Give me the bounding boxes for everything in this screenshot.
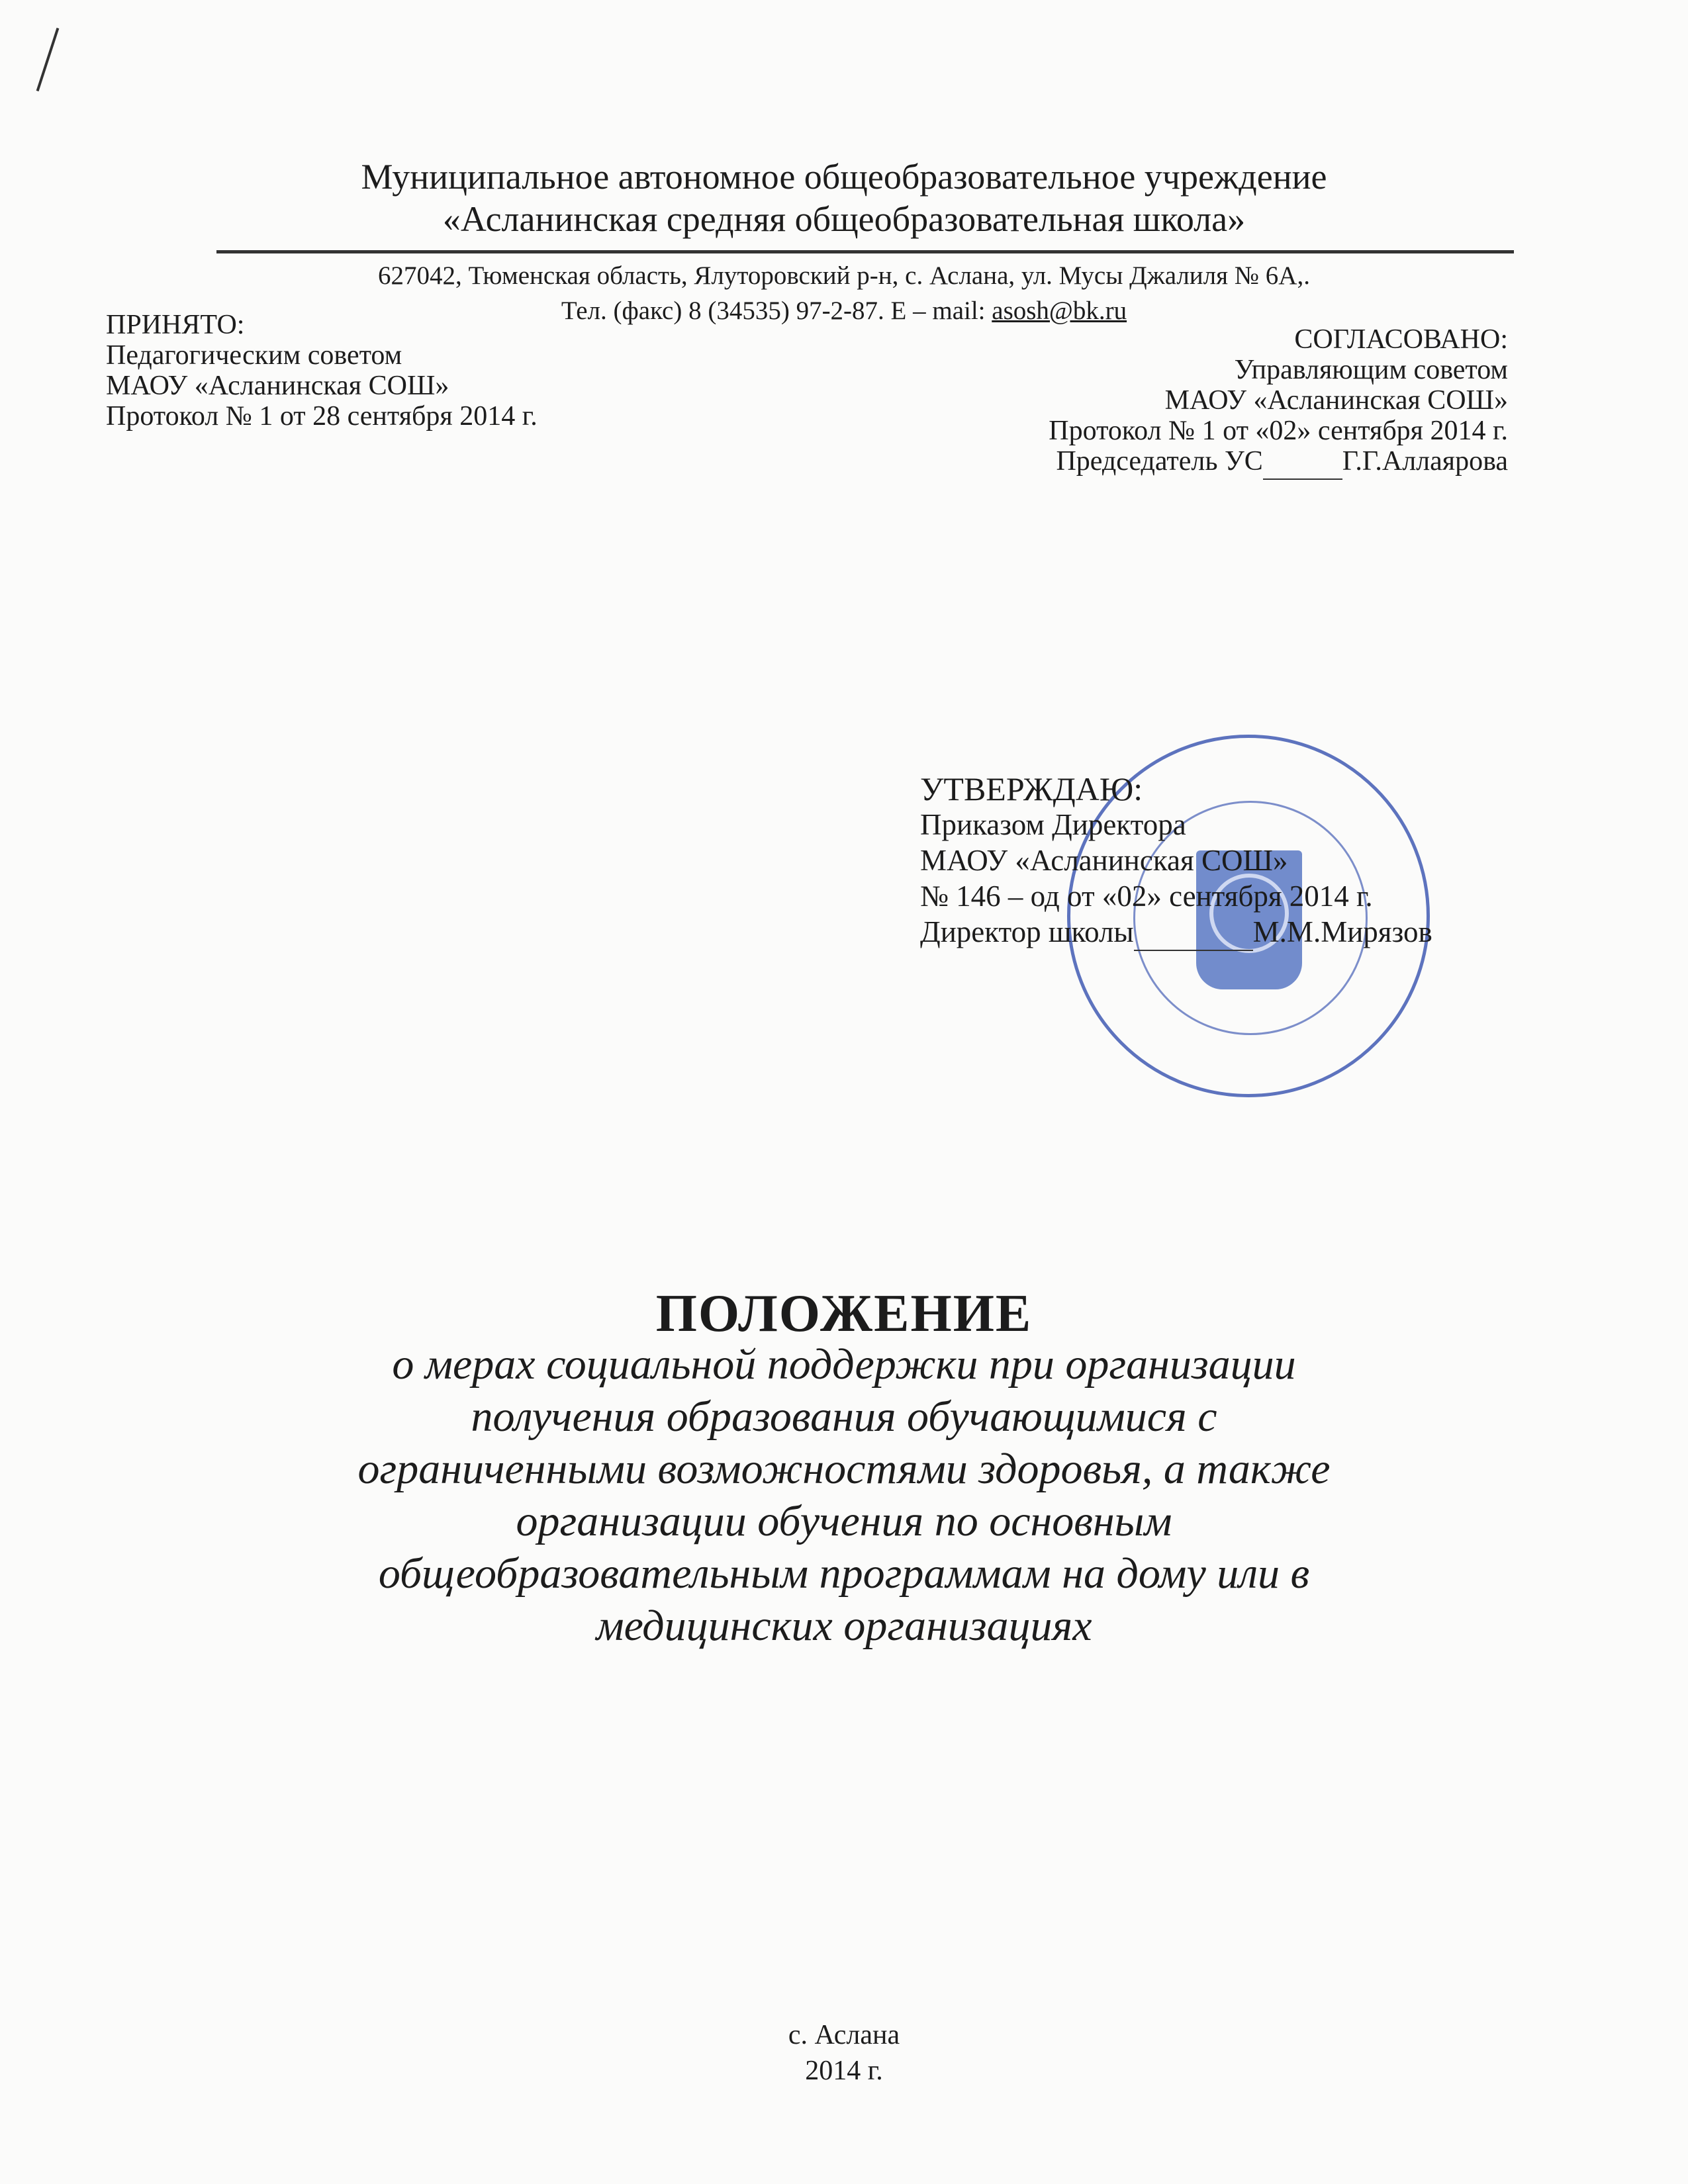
year: 2014 г. (805, 2056, 883, 2086)
signature-line (1134, 914, 1253, 951)
subtitle-line: медицинских организациях (596, 1602, 1092, 1650)
agreed-block (1049, 324, 1508, 480)
pen-mark (36, 28, 60, 91)
agreed-chair (1049, 446, 1508, 480)
accepted-block (106, 310, 538, 432)
subtitle-line: ограниченными возможностями здоровья, а также (357, 1445, 1331, 1493)
accepted-line: Протокол № 1 от 28 сентября 2014 г. (106, 401, 538, 432)
accepted-line: Педагогическим советом (106, 340, 402, 371)
institution-name: Муниципальное автономное общеобразовательное учреждение (361, 157, 1327, 197)
address: 627042, Тюменская область, Ялуторовский р-н, с. Аслана, ул. Мусы Джалиля № 6А,. (378, 261, 1310, 290)
subtitle-line: организации обучения по основным (516, 1497, 1172, 1545)
chair-name: Г.Г.Аллаярова (1342, 446, 1508, 477)
director-name: М.М.Мирязов (1252, 915, 1432, 948)
document-subtitle (0, 1338, 1688, 1652)
phone: Тел. (факс) 8 (34535) 97-2-87. Е – mail: (561, 296, 992, 325)
email-link[interactable]: asosh@bk.ru (992, 296, 1127, 325)
header-divider (216, 250, 1514, 253)
approved-director (920, 914, 1432, 951)
agreed-line: Управляющим советом (1234, 355, 1508, 385)
agreed-heading: СОГЛАСОВАНО: (1294, 324, 1508, 355)
accepted-heading: ПРИНЯТО: (106, 310, 245, 340)
subtitle-line: о мерах социальной поддержки при организации (392, 1340, 1296, 1388)
place: с. Аслана (788, 2020, 900, 2050)
approved-line: Приказом Директора (920, 808, 1186, 841)
agreed-line: МАОУ «Асланинская СОШ» (1164, 385, 1508, 416)
subtitle-line: получения образования обучающимися с (471, 1392, 1217, 1441)
signature (1263, 448, 1342, 480)
approved-block (920, 771, 1432, 951)
document-title: ПОЛОЖЕНИЕ (655, 1285, 1033, 1343)
approved-line: МАОУ «Асланинская СОШ» (920, 844, 1288, 877)
chair-label: Председатель УС (1056, 446, 1263, 477)
school-name: «Асланинская средняя общеобразовательная школа» (442, 199, 1246, 239)
approved-heading: УТВЕРЖДАЮ: (920, 770, 1143, 807)
approved-line: № 146 – од от «02» сентября 2014 г. (920, 880, 1373, 913)
agreed-line: Протокол № 1 от «02» сентября 2014 г. (1049, 416, 1508, 446)
accepted-line: МАОУ «Асланинская СОШ» (106, 371, 449, 401)
director-label: Директор школы (920, 915, 1134, 948)
subtitle-line: общеобразовательным программам на дому или в (378, 1549, 1310, 1598)
